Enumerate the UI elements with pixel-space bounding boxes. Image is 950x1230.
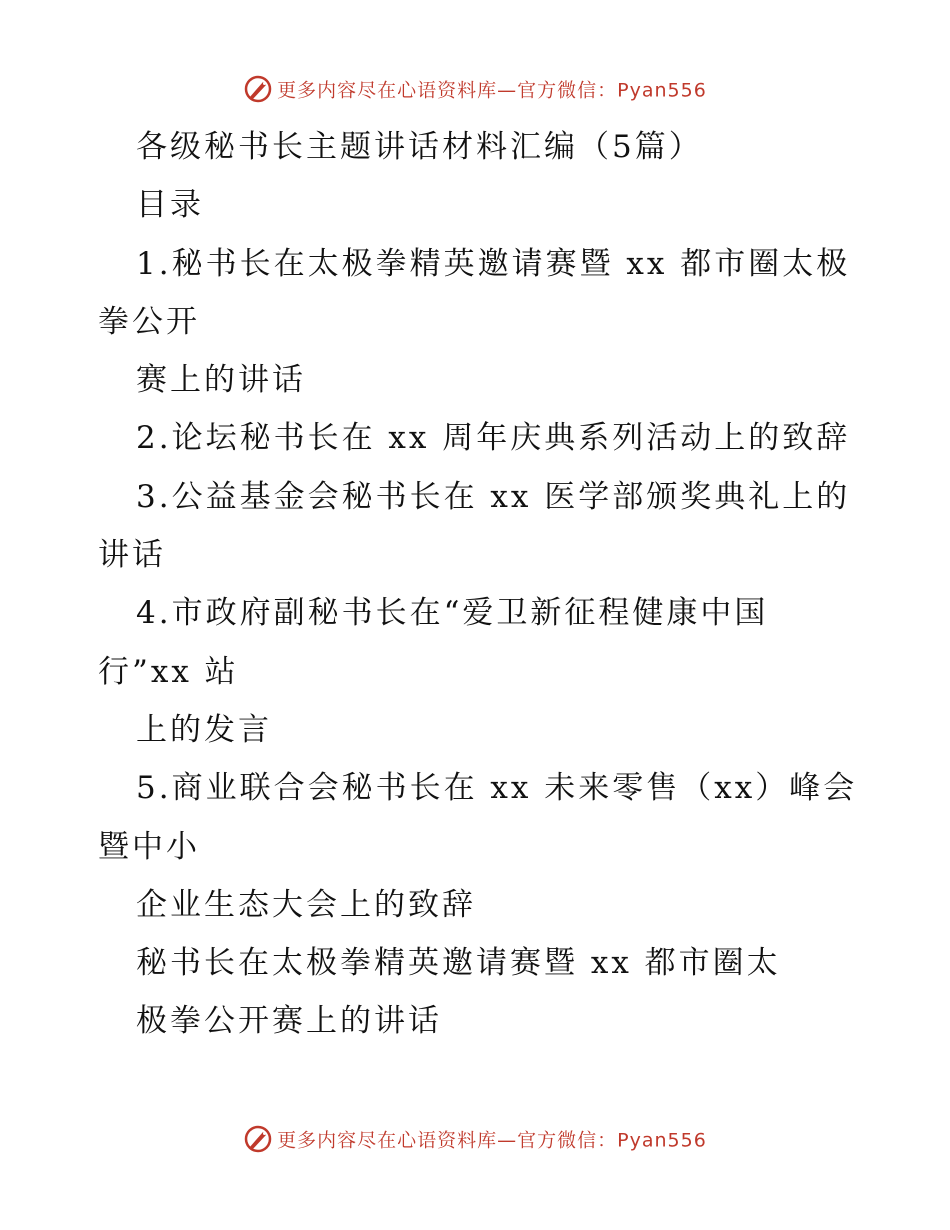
toc-item-3: 3.公益基金会秘书长在 xx 医学部颁奖典礼上的 [136, 478, 851, 515]
header-watermark [0, 74, 950, 104]
toc-item-2: 2.论坛秘书长在 xx 周年庆典系列活动上的致辞 [136, 420, 851, 457]
section-title: 秘书长在太极拳精英邀请赛暨 xx 都市圈太 [136, 945, 781, 982]
document-body [98, 118, 858, 1051]
toc-item-5: 5.商业联合会秘书长在 xx 未来零售（xx）峰会 [136, 770, 858, 807]
document-title: 各级秘书长主题讲话材料汇编（5篇） [136, 129, 703, 165]
toc-item-4-cont2: 上的发言 [136, 711, 272, 748]
toc-item-5-cont2: 企业生态大会上的致辞 [136, 886, 476, 923]
pen-logo-icon [243, 74, 273, 104]
toc-heading: 目录 [136, 187, 204, 224]
toc-item-1-cont2: 赛上的讲话 [136, 362, 306, 399]
pen-logo-icon [243, 1124, 273, 1154]
watermark-text: 更多内容尽在心语资料库—官方微信：Pyan556 [277, 79, 707, 102]
toc-item-5-cont: 暨中小 [98, 828, 200, 865]
watermark-text: 更多内容尽在心语资料库—官方微信：Pyan556 [277, 1129, 707, 1152]
footer-watermark [0, 1124, 950, 1154]
section-title-cont: 极拳公开赛上的讲话 [136, 1003, 442, 1040]
toc-item-4-cont: 行”xx 站 [98, 653, 239, 690]
toc-item-4: 4.市政府副秘书长在“爱卫新征程健康中国 [136, 595, 769, 632]
toc-item-1: 1.秘书长在太极拳精英邀请赛暨 xx 都市圈太极 [136, 245, 851, 282]
toc-item-3-cont: 讲话 [98, 537, 166, 574]
toc-item-1-cont: 拳公开 [98, 303, 200, 340]
